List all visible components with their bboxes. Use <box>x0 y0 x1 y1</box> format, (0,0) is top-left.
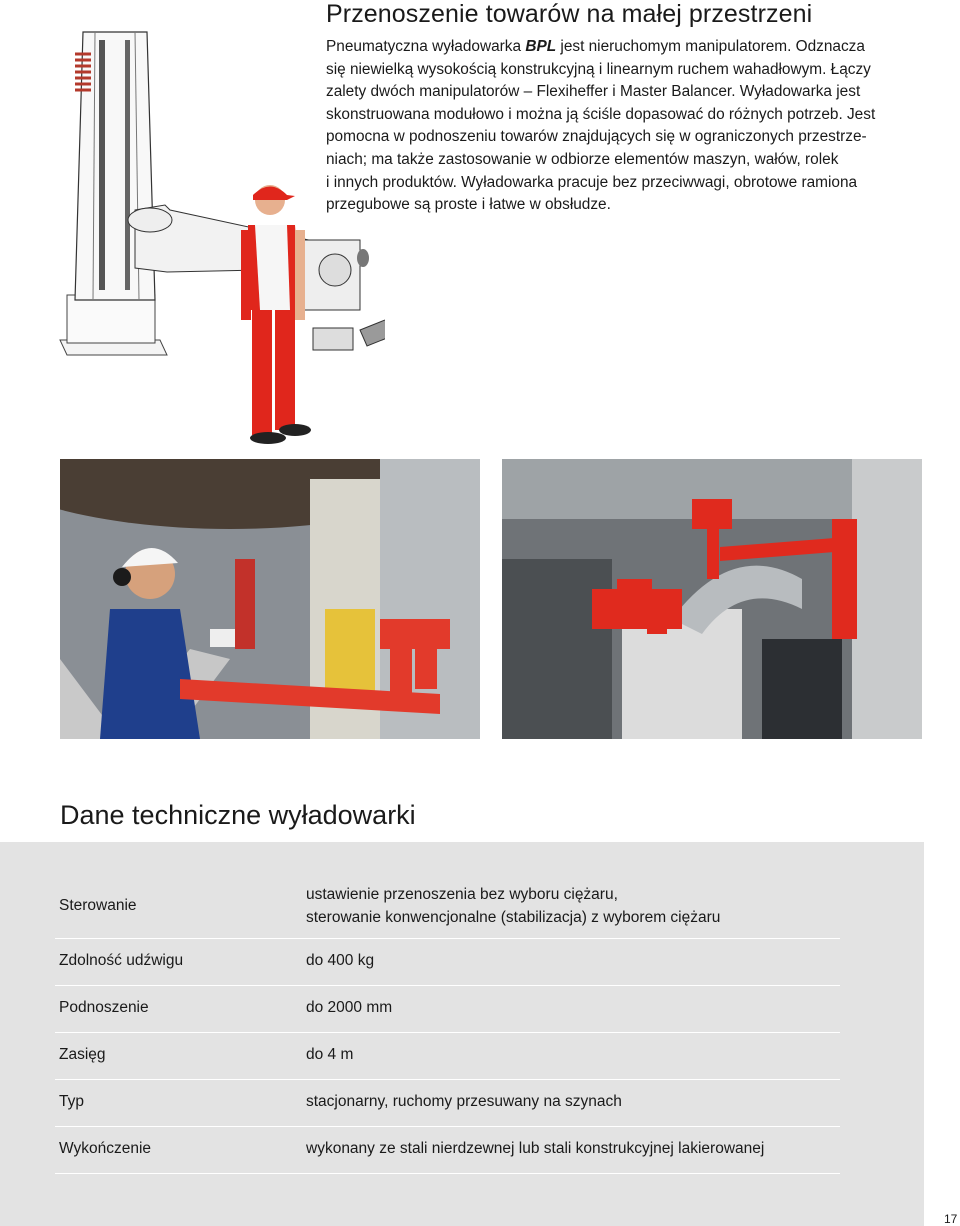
intro-line: pomocna w podnoszeniu towarów znajdujących się w ograniczonych przestrze- <box>326 128 867 146</box>
intro-lead: Pneumatyczna wyładowarka <box>326 38 526 55</box>
spec-label: Zasięg <box>59 1046 106 1063</box>
spec-row-finish <box>55 1127 840 1174</box>
spec-row-control <box>55 842 840 939</box>
spec-value-line: ustawienie przenoszenia bez wyboru ciężaru, <box>306 886 618 903</box>
product-name: BPL <box>525 38 557 55</box>
spec-row-reach <box>55 1033 840 1080</box>
page-title: Przenoszenie towarów na małej przestrzeni <box>326 0 813 28</box>
spec-label: Typ <box>59 1093 84 1110</box>
spec-row-type <box>55 1080 840 1127</box>
spec-value: do 4 m <box>306 1046 354 1063</box>
photo-factory-manipulator <box>502 459 922 739</box>
spec-value: stacjonarny, ruchomy przesuwany na szynach <box>306 1093 622 1110</box>
specs-title: Dane techniczne wyładowarki <box>60 800 416 830</box>
intro-line: przegubowe są proste i łatwe w obsłudze. <box>326 196 611 214</box>
intro-line: jest nieruchomym manipulatorem. Odznacza <box>556 38 865 55</box>
spec-value <box>306 883 720 929</box>
spec-label: Zdolność udźwigu <box>59 952 184 969</box>
spec-label: Sterowanie <box>59 897 137 914</box>
spec-value: wykonany ze stali nierdzewnej lub stali konstrukcyjnej lakierowanej <box>306 1140 765 1157</box>
spec-value: do 2000 mm <box>306 999 393 1016</box>
page-number: 17 <box>944 1212 958 1226</box>
intro-line: się niewielką wysokością konstrukcyjną i linearnym ruchem wahadłowym. Łączy <box>326 60 871 78</box>
spec-row-lift <box>55 986 840 1033</box>
spec-value-line: sterowanie konwencjonalne (stabilizacja) z wyborem ciężaru <box>306 909 721 926</box>
intro-line: zalety dwóch manipulatorów – Flexiheffer i Master Balancer. Wyładowarka jest <box>326 83 861 101</box>
intro-paragraph <box>326 36 916 217</box>
photo-worker-manipulator <box>60 459 480 739</box>
intro-line: skonstruowana modułowo i można ją ściśle dopasować do różnych potrzeb. Jest <box>326 105 876 123</box>
spec-value: do 400 kg <box>306 952 375 969</box>
spec-row-capacity <box>55 939 840 986</box>
intro-line: i innych produktów. Wyładowarka pracuje bez przeciwwagi, obrotowe ramiona <box>326 173 858 191</box>
spec-label: Wykończenie <box>59 1140 152 1157</box>
spec-label: Podnoszenie <box>59 999 149 1016</box>
intro-line: niach; ma także zastosowanie w odbiorze elementów maszyn, wałów, rolek <box>326 150 839 168</box>
specs-panel <box>0 842 924 1226</box>
